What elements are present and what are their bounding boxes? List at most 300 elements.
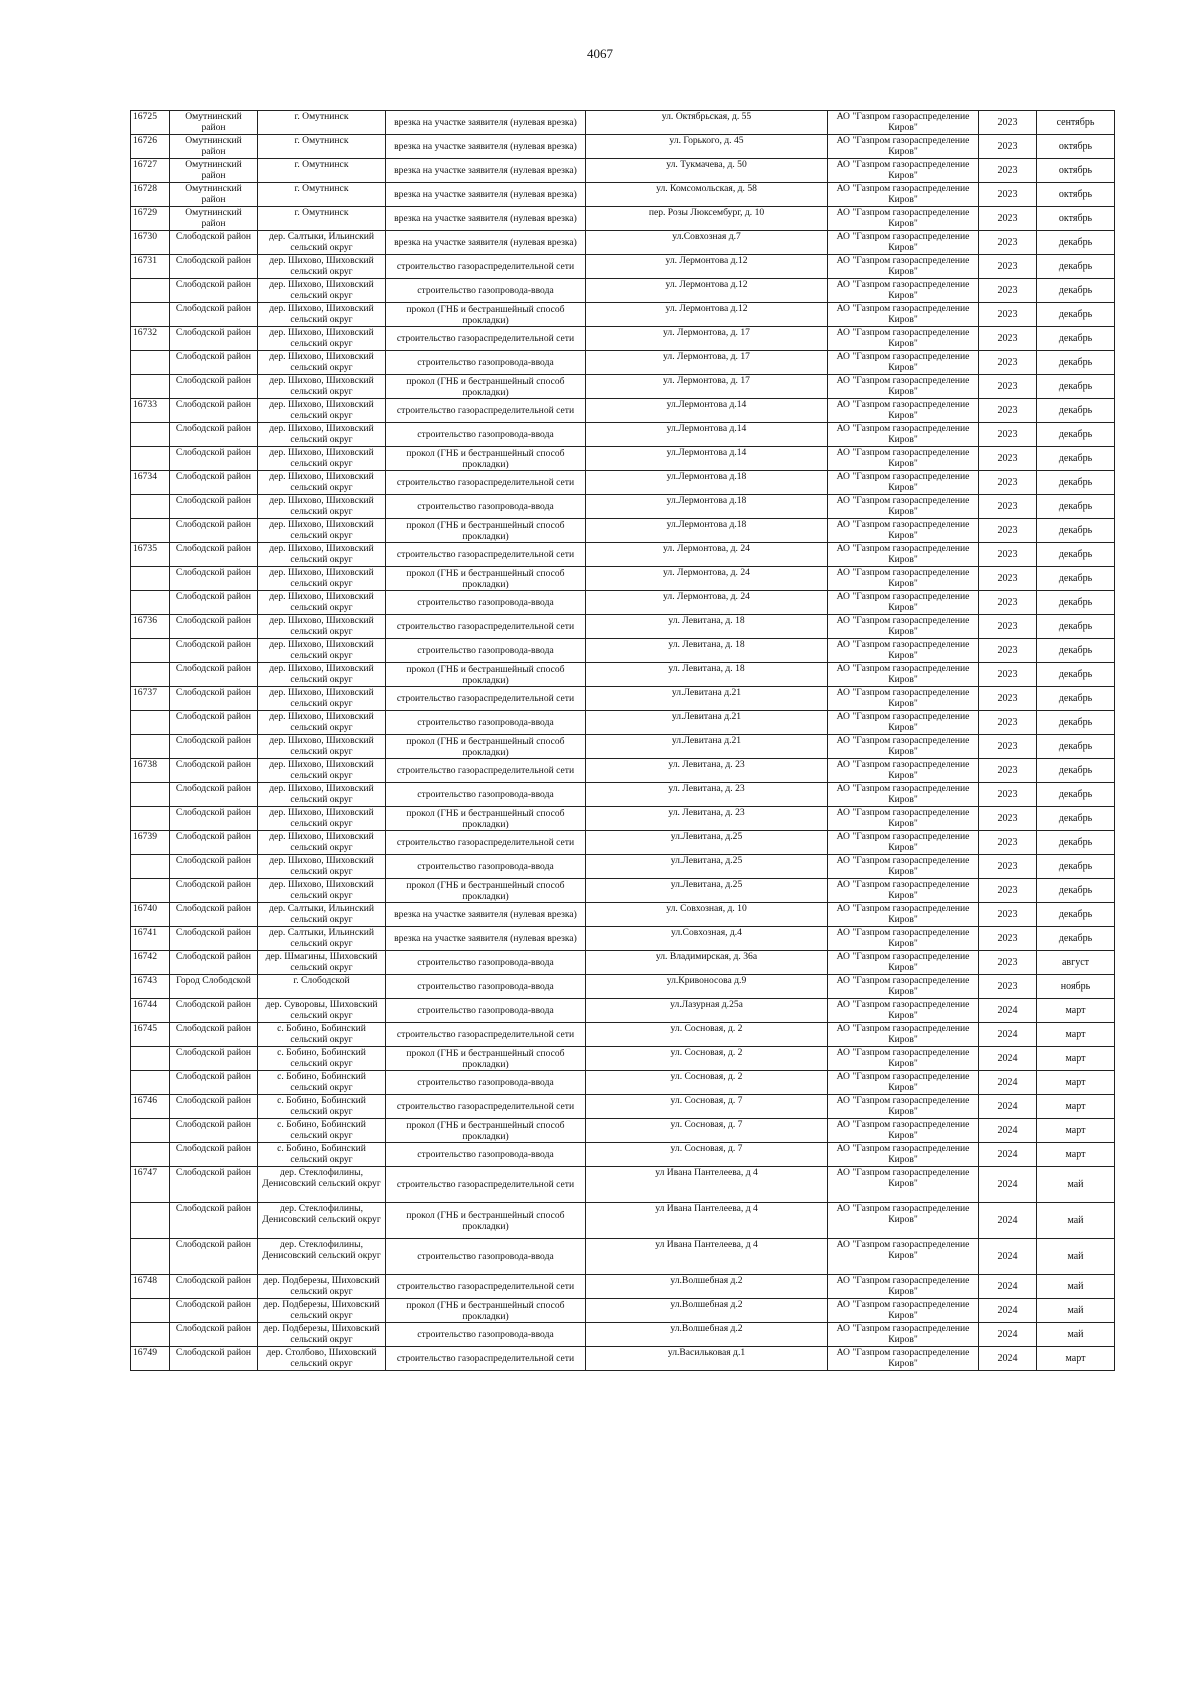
cell-place: дер. Шихово, Шиховский сельский округ <box>258 879 386 903</box>
cell-place: дер. Салтыки, Ильинский сельский округ <box>258 231 386 255</box>
cell-district: Слободской район <box>170 927 258 951</box>
cell-month: декабрь <box>1037 615 1115 639</box>
cell-place: с. Бобино, Бобинский сельский округ <box>258 1023 386 1047</box>
cell-num <box>131 1047 170 1071</box>
table-row <box>131 735 1115 759</box>
cell-work: строительство газораспределительной сети <box>386 543 586 567</box>
cell-num <box>131 1071 170 1095</box>
cell-month: октябрь <box>1037 207 1115 231</box>
cell-work: строительство газопровода-ввода <box>386 1323 586 1347</box>
table-row <box>131 1275 1115 1299</box>
table-row <box>131 1299 1115 1323</box>
cell-year: 2023 <box>979 735 1037 759</box>
cell-num: 16739 <box>131 831 170 855</box>
cell-org: АО "Газпром газораспределение Киров" <box>828 519 979 543</box>
cell-district: Слободской район <box>170 351 258 375</box>
cell-district: Слободской район <box>170 1095 258 1119</box>
cell-month: декабрь <box>1037 279 1115 303</box>
cell-month: декабрь <box>1037 735 1115 759</box>
cell-year: 2023 <box>979 279 1037 303</box>
cell-org: АО "Газпром газораспределение Киров" <box>828 495 979 519</box>
cell-work: строительство газораспределительной сети <box>386 1167 586 1203</box>
cell-num <box>131 351 170 375</box>
cell-org: АО "Газпром газораспределение Киров" <box>828 183 979 207</box>
cell-org: АО "Газпром газораспределение Киров" <box>828 1095 979 1119</box>
cell-district: Слободской район <box>170 711 258 735</box>
cell-place: г. Омутнинск <box>258 183 386 207</box>
cell-month: декабрь <box>1037 903 1115 927</box>
table-row <box>131 351 1115 375</box>
gasification-table <box>130 110 1115 1371</box>
cell-num: 16747 <box>131 1167 170 1203</box>
cell-org: АО "Газпром газораспределение Киров" <box>828 759 979 783</box>
cell-district: Слободской район <box>170 471 258 495</box>
cell-district: Слободской район <box>170 423 258 447</box>
table-row <box>131 1323 1115 1347</box>
cell-num: 16727 <box>131 159 170 183</box>
cell-org: АО "Газпром газораспределение Киров" <box>828 663 979 687</box>
table-row <box>131 855 1115 879</box>
cell-district: Омутнинский район <box>170 183 258 207</box>
cell-month: декабрь <box>1037 351 1115 375</box>
cell-district: Слободской район <box>170 519 258 543</box>
cell-district: Слободской район <box>170 1299 258 1323</box>
cell-district: Слободской район <box>170 999 258 1023</box>
cell-num <box>131 855 170 879</box>
cell-month: октябрь <box>1037 183 1115 207</box>
cell-year: 2023 <box>979 759 1037 783</box>
cell-org: АО "Газпром газораспределение Киров" <box>828 471 979 495</box>
cell-num <box>131 1119 170 1143</box>
cell-place: с. Бобино, Бобинский сельский округ <box>258 1047 386 1071</box>
cell-place: дер. Шихово, Шиховский сельский округ <box>258 279 386 303</box>
cell-work: прокол (ГНБ и бестраншейный способ прокладки) <box>386 663 586 687</box>
cell-address: ул.Левитана д.21 <box>586 687 828 711</box>
cell-org: АО "Газпром газораспределение Киров" <box>828 711 979 735</box>
cell-num <box>131 663 170 687</box>
table-row <box>131 1119 1115 1143</box>
cell-month: март <box>1037 1347 1115 1371</box>
cell-org: АО "Газпром газораспределение Киров" <box>828 351 979 375</box>
cell-org: АО "Газпром газораспределение Киров" <box>828 1167 979 1203</box>
cell-org: АО "Газпром газораспределение Киров" <box>828 279 979 303</box>
cell-district: Омутнинский район <box>170 159 258 183</box>
cell-address: ул. Сосновая, д. 2 <box>586 1071 828 1095</box>
cell-district: Слободской район <box>170 375 258 399</box>
cell-address: ул. Левитана, д. 18 <box>586 639 828 663</box>
cell-work: прокол (ГНБ и бестраншейный способ прокладки) <box>386 1299 586 1323</box>
cell-district: Слободской район <box>170 1071 258 1095</box>
cell-num: 16737 <box>131 687 170 711</box>
table-row <box>131 663 1115 687</box>
cell-address: ул.Волшебная д.2 <box>586 1275 828 1299</box>
cell-org: АО "Газпром газораспределение Киров" <box>828 375 979 399</box>
cell-month: декабрь <box>1037 591 1115 615</box>
cell-work: строительство газопровода-ввода <box>386 351 586 375</box>
cell-address: ул. Сосновая, д. 2 <box>586 1047 828 1071</box>
table-row <box>131 231 1115 255</box>
cell-work: прокол (ГНБ и бестраншейный способ прокладки) <box>386 303 586 327</box>
cell-district: Слободской район <box>170 1239 258 1275</box>
cell-place: дер. Шихово, Шиховский сельский округ <box>258 447 386 471</box>
cell-year: 2023 <box>979 831 1037 855</box>
cell-work: врезка на участке заявителя (нулевая врезка) <box>386 927 586 951</box>
cell-month: март <box>1037 1071 1115 1095</box>
cell-work: строительство газопровода-ввода <box>386 999 586 1023</box>
cell-year: 2023 <box>979 159 1037 183</box>
cell-place: дер. Шихово, Шиховский сельский округ <box>258 519 386 543</box>
cell-month: май <box>1037 1203 1115 1239</box>
cell-num: 16730 <box>131 231 170 255</box>
cell-year: 2023 <box>979 351 1037 375</box>
cell-month: сентябрь <box>1037 111 1115 135</box>
cell-place: дер. Столбово, Шиховский сельский округ <box>258 1347 386 1371</box>
cell-address: ул. Сосновая, д. 2 <box>586 1023 828 1047</box>
cell-month: март <box>1037 1119 1115 1143</box>
cell-district: Слободской район <box>170 1143 258 1167</box>
cell-month: декабрь <box>1037 471 1115 495</box>
cell-address: ул. Лермонтова, д. 24 <box>586 567 828 591</box>
cell-year: 2024 <box>979 1347 1037 1371</box>
cell-place: дер. Шихово, Шиховский сельский округ <box>258 615 386 639</box>
table-row <box>131 519 1115 543</box>
cell-district: Слободской район <box>170 1047 258 1071</box>
cell-org: АО "Газпром газораспределение Киров" <box>828 303 979 327</box>
cell-place: дер. Шихово, Шиховский сельский округ <box>258 807 386 831</box>
cell-address: ул. Лермонтова, д. 17 <box>586 351 828 375</box>
cell-num <box>131 567 170 591</box>
cell-org: АО "Газпром газораспределение Киров" <box>828 927 979 951</box>
cell-year: 2023 <box>979 591 1037 615</box>
cell-num: 16736 <box>131 615 170 639</box>
cell-org: АО "Газпром газораспределение Киров" <box>828 543 979 567</box>
cell-month: декабрь <box>1037 879 1115 903</box>
cell-address: ул. Левитана, д. 23 <box>586 783 828 807</box>
cell-place: дер. Шихово, Шиховский сельский округ <box>258 567 386 591</box>
table-row <box>131 591 1115 615</box>
cell-org: АО "Газпром газораспределение Киров" <box>828 1023 979 1047</box>
cell-month: декабрь <box>1037 567 1115 591</box>
cell-place: дер. Шихово, Шиховский сельский округ <box>258 711 386 735</box>
cell-district: Слободской район <box>170 687 258 711</box>
cell-month: октябрь <box>1037 159 1115 183</box>
cell-work: прокол (ГНБ и бестраншейный способ прокладки) <box>386 1203 586 1239</box>
cell-num: 16740 <box>131 903 170 927</box>
cell-work: прокол (ГНБ и бестраншейный способ прокладки) <box>386 375 586 399</box>
cell-year: 2023 <box>979 855 1037 879</box>
cell-num: 16742 <box>131 951 170 975</box>
cell-year: 2023 <box>979 807 1037 831</box>
cell-district: Слободской район <box>170 543 258 567</box>
cell-work: врезка на участке заявителя (нулевая врезка) <box>386 135 586 159</box>
table-row <box>131 1071 1115 1095</box>
cell-work: строительство газораспределительной сети <box>386 471 586 495</box>
cell-org: АО "Газпром газораспределение Киров" <box>828 831 979 855</box>
cell-place: с. Бобино, Бобинский сельский округ <box>258 1119 386 1143</box>
cell-year: 2023 <box>979 663 1037 687</box>
table-row <box>131 327 1115 351</box>
cell-org: АО "Газпром газораспределение Киров" <box>828 1347 979 1371</box>
table-row <box>131 903 1115 927</box>
table-row <box>131 999 1115 1023</box>
cell-month: декабрь <box>1037 375 1115 399</box>
cell-num <box>131 519 170 543</box>
cell-place: дер. Шихово, Шиховский сельский округ <box>258 663 386 687</box>
table-row <box>131 831 1115 855</box>
cell-place: с. Бобино, Бобинский сельский округ <box>258 1095 386 1119</box>
cell-district: Слободской район <box>170 831 258 855</box>
cell-year: 2023 <box>979 903 1037 927</box>
cell-org: АО "Газпром газораспределение Киров" <box>828 903 979 927</box>
cell-month: декабрь <box>1037 711 1115 735</box>
cell-address: ул. Лермонтова д.12 <box>586 279 828 303</box>
cell-org: АО "Газпром газораспределение Киров" <box>828 135 979 159</box>
cell-org: АО "Газпром газораспределение Киров" <box>828 807 979 831</box>
cell-place: дер. Подберезы, Шиховский сельский округ <box>258 1323 386 1347</box>
cell-year: 2024 <box>979 1323 1037 1347</box>
cell-month: декабрь <box>1037 831 1115 855</box>
cell-year: 2023 <box>979 255 1037 279</box>
cell-org: АО "Газпром газораспределение Киров" <box>828 207 979 231</box>
cell-month: август <box>1037 951 1115 975</box>
cell-address: ул. Горького, д. 45 <box>586 135 828 159</box>
cell-num <box>131 1323 170 1347</box>
cell-year: 2023 <box>979 447 1037 471</box>
cell-place: дер. Салтыки, Ильинский сельский округ <box>258 927 386 951</box>
cell-year: 2023 <box>979 183 1037 207</box>
cell-month: декабрь <box>1037 231 1115 255</box>
cell-org: АО "Газпром газораспределение Киров" <box>828 615 979 639</box>
cell-year: 2023 <box>979 495 1037 519</box>
cell-place: дер. Шихово, Шиховский сельский округ <box>258 375 386 399</box>
cell-work: строительство газораспределительной сети <box>386 1023 586 1047</box>
cell-district: Слободской район <box>170 279 258 303</box>
cell-org: АО "Газпром газораспределение Киров" <box>828 999 979 1023</box>
cell-num <box>131 423 170 447</box>
table-row <box>131 543 1115 567</box>
cell-month: декабрь <box>1037 663 1115 687</box>
cell-num <box>131 279 170 303</box>
cell-num <box>131 1143 170 1167</box>
cell-district: Слободской район <box>170 1119 258 1143</box>
cell-month: март <box>1037 1143 1115 1167</box>
cell-year: 2023 <box>979 207 1037 231</box>
cell-district: Слободской район <box>170 807 258 831</box>
cell-org: АО "Газпром газораспределение Киров" <box>828 1275 979 1299</box>
cell-org: АО "Газпром газораспределение Киров" <box>828 687 979 711</box>
cell-year: 2023 <box>979 927 1037 951</box>
cell-district: Слободской район <box>170 759 258 783</box>
cell-district: Омутнинский район <box>170 207 258 231</box>
cell-year: 2023 <box>979 975 1037 999</box>
cell-work: врезка на участке заявителя (нулевая врезка) <box>386 159 586 183</box>
cell-num <box>131 711 170 735</box>
cell-num <box>131 447 170 471</box>
cell-work: врезка на участке заявителя (нулевая врезка) <box>386 207 586 231</box>
cell-year: 2024 <box>979 1203 1037 1239</box>
cell-district: Омутнинский район <box>170 135 258 159</box>
table-row <box>131 1095 1115 1119</box>
cell-month: декабрь <box>1037 423 1115 447</box>
cell-address: ул. Левитана, д. 23 <box>586 807 828 831</box>
cell-place: г. Омутнинск <box>258 111 386 135</box>
cell-place: с. Бобино, Бобинский сельский округ <box>258 1071 386 1095</box>
table-row <box>131 1143 1115 1167</box>
cell-place: дер. Шихово, Шиховский сельский округ <box>258 831 386 855</box>
cell-year: 2024 <box>979 999 1037 1023</box>
cell-num <box>131 1299 170 1323</box>
cell-place: дер. Шихово, Шиховский сельский округ <box>258 855 386 879</box>
cell-work: строительство газораспределительной сети <box>386 759 586 783</box>
cell-num: 16745 <box>131 1023 170 1047</box>
cell-month: март <box>1037 1023 1115 1047</box>
cell-month: декабрь <box>1037 639 1115 663</box>
table-row <box>131 783 1115 807</box>
cell-place: г. Омутнинск <box>258 207 386 231</box>
cell-work: строительство газопровода-ввода <box>386 1071 586 1095</box>
cell-work: строительство газораспределительной сети <box>386 399 586 423</box>
cell-num: 16748 <box>131 1275 170 1299</box>
cell-address: ул. Лермонтова, д. 24 <box>586 543 828 567</box>
cell-month: май <box>1037 1275 1115 1299</box>
cell-address: ул.Совхозная д.7 <box>586 231 828 255</box>
cell-address: ул.Кривоносова д.9 <box>586 975 828 999</box>
cell-work: строительство газопровода-ввода <box>386 279 586 303</box>
cell-address: ул.Волшебная д.2 <box>586 1323 828 1347</box>
table-row <box>131 471 1115 495</box>
cell-place: дер. Шихово, Шиховский сельский округ <box>258 735 386 759</box>
cell-month: декабрь <box>1037 255 1115 279</box>
cell-work: врезка на участке заявителя (нулевая врезка) <box>386 183 586 207</box>
cell-place: дер. Шихово, Шиховский сельский округ <box>258 351 386 375</box>
table-row <box>131 207 1115 231</box>
cell-year: 2024 <box>979 1119 1037 1143</box>
cell-work: строительство газораспределительной сети <box>386 1095 586 1119</box>
cell-year: 2024 <box>979 1071 1037 1095</box>
cell-address: ул. Левитана, д. 18 <box>586 615 828 639</box>
table-row <box>131 711 1115 735</box>
table-row <box>131 927 1115 951</box>
cell-org: АО "Газпром газораспределение Киров" <box>828 1047 979 1071</box>
cell-year: 2024 <box>979 1299 1037 1323</box>
table-row <box>131 951 1115 975</box>
cell-num <box>131 807 170 831</box>
cell-month: март <box>1037 999 1115 1023</box>
table-row <box>131 495 1115 519</box>
cell-district: Слободской район <box>170 1323 258 1347</box>
cell-address: ул. Владимирская, д. 36а <box>586 951 828 975</box>
cell-year: 2023 <box>979 639 1037 663</box>
table-row <box>131 1239 1115 1275</box>
cell-place: дер. Шихово, Шиховский сельский округ <box>258 303 386 327</box>
cell-num <box>131 1203 170 1239</box>
cell-address: ул Ивана Пантелеева, д 4 <box>586 1167 828 1203</box>
cell-org: АО "Газпром газораспределение Киров" <box>828 1071 979 1095</box>
table-row <box>131 639 1115 663</box>
table-row <box>131 879 1115 903</box>
cell-address: ул. Лермонтова д.12 <box>586 303 828 327</box>
cell-address: ул.Левитана, д.25 <box>586 855 828 879</box>
cell-work: строительство газораспределительной сети <box>386 831 586 855</box>
cell-year: 2023 <box>979 615 1037 639</box>
cell-year: 2023 <box>979 303 1037 327</box>
cell-address: ул. Совхозная, д. 10 <box>586 903 828 927</box>
cell-month: декабрь <box>1037 855 1115 879</box>
cell-org: АО "Газпром газораспределение Киров" <box>828 591 979 615</box>
table-row <box>131 399 1115 423</box>
cell-num <box>131 783 170 807</box>
cell-org: АО "Газпром газораспределение Киров" <box>828 399 979 423</box>
cell-district: Слободской район <box>170 495 258 519</box>
cell-month: декабрь <box>1037 495 1115 519</box>
cell-work: строительство газопровода-ввода <box>386 591 586 615</box>
cell-place: г. Омутнинск <box>258 159 386 183</box>
cell-place: дер. Шихово, Шиховский сельский округ <box>258 327 386 351</box>
cell-work: прокол (ГНБ и бестраншейный способ прокладки) <box>386 1119 586 1143</box>
cell-work: строительство газопровода-ввода <box>386 1239 586 1275</box>
cell-district: Слободской район <box>170 879 258 903</box>
cell-address: ул. Левитана, д. 18 <box>586 663 828 687</box>
cell-district: Слободской район <box>170 735 258 759</box>
cell-work: врезка на участке заявителя (нулевая врезка) <box>386 231 586 255</box>
cell-address: ул Ивана Пантелеева, д 4 <box>586 1203 828 1239</box>
cell-year: 2023 <box>979 543 1037 567</box>
cell-work: прокол (ГНБ и бестраншейный способ прокладки) <box>386 567 586 591</box>
cell-month: декабрь <box>1037 303 1115 327</box>
cell-num: 16729 <box>131 207 170 231</box>
cell-num: 16743 <box>131 975 170 999</box>
cell-work: прокол (ГНБ и бестраншейный способ прокладки) <box>386 447 586 471</box>
cell-org: АО "Газпром газораспределение Киров" <box>828 639 979 663</box>
cell-place: дер. Шихово, Шиховский сельский округ <box>258 423 386 447</box>
cell-num <box>131 735 170 759</box>
cell-num: 16726 <box>131 135 170 159</box>
cell-place: дер. Шихово, Шиховский сельский округ <box>258 495 386 519</box>
table-row <box>131 279 1115 303</box>
cell-year: 2023 <box>979 783 1037 807</box>
cell-district: Слободской район <box>170 639 258 663</box>
cell-district: Слободской район <box>170 615 258 639</box>
cell-org: АО "Газпром газораспределение Киров" <box>828 1299 979 1323</box>
cell-district: Слободской район <box>170 855 258 879</box>
cell-org: АО "Газпром газораспределение Киров" <box>828 783 979 807</box>
cell-month: декабрь <box>1037 399 1115 423</box>
cell-work: прокол (ГНБ и бестраншейный способ прокладки) <box>386 1047 586 1071</box>
cell-month: май <box>1037 1299 1115 1323</box>
cell-year: 2023 <box>979 471 1037 495</box>
cell-district: Слободской район <box>170 1203 258 1239</box>
cell-address: ул.Лазурная д.25а <box>586 999 828 1023</box>
cell-district: Слободской район <box>170 951 258 975</box>
cell-year: 2024 <box>979 1167 1037 1203</box>
cell-address: ул. Октябрьская, д. 55 <box>586 111 828 135</box>
cell-district: Слободской район <box>170 231 258 255</box>
cell-num <box>131 639 170 663</box>
page-number: 4067 <box>587 46 613 61</box>
cell-org: АО "Газпром газораспределение Киров" <box>828 111 979 135</box>
cell-work: строительство газопровода-ввода <box>386 1143 586 1167</box>
cell-month: декабрь <box>1037 927 1115 951</box>
table-row <box>131 1047 1115 1071</box>
table-row <box>131 447 1115 471</box>
cell-org: АО "Газпром газораспределение Киров" <box>828 1119 979 1143</box>
cell-month: март <box>1037 1047 1115 1071</box>
cell-org: АО "Газпром газораспределение Киров" <box>828 855 979 879</box>
cell-place: дер. Шихово, Шиховский сельский округ <box>258 471 386 495</box>
cell-org: АО "Газпром газораспределение Киров" <box>828 1323 979 1347</box>
cell-district: Слободской район <box>170 447 258 471</box>
cell-address: ул. Лермонтова, д. 17 <box>586 327 828 351</box>
